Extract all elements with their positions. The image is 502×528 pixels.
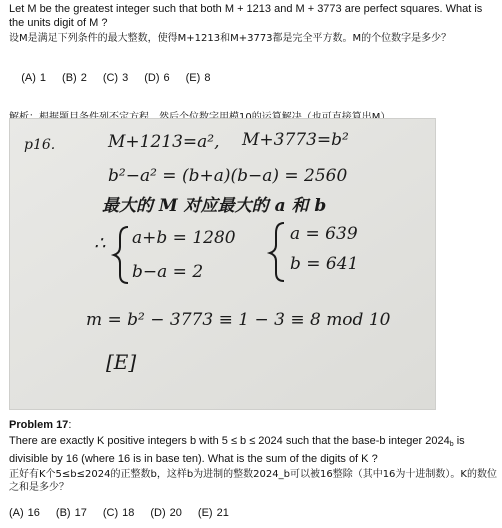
choice-d: [150, 506, 182, 520]
choice-value: 16: [27, 507, 40, 519]
choice-c: [103, 71, 128, 85]
problem17-title-colon: :: [68, 419, 72, 431]
problem17-question-en-sub: b: [449, 441, 454, 448]
choice-b: [56, 506, 87, 520]
choice-c: [103, 506, 135, 520]
choice-b: [62, 71, 87, 85]
choice-value: 21: [216, 507, 229, 519]
choice-letter: (A): [21, 72, 36, 84]
choice-letter: (A): [9, 507, 24, 519]
hw-line5: m = b² − 3773 ≡ 1 − 3 ≡ 8 mod 10: [86, 310, 391, 330]
choice-value: 3: [122, 72, 129, 84]
choice-letter: (E): [185, 72, 201, 84]
choice-letter: (E): [197, 507, 213, 519]
handwritten-solution-photo: [9, 118, 436, 410]
problem17-choices: [9, 506, 497, 520]
choice-value: 6: [163, 72, 170, 84]
choice-a: [9, 506, 40, 520]
choice-letter: (D): [144, 72, 160, 84]
choice-value: 1: [39, 72, 47, 84]
problem17-block: [9, 418, 497, 520]
choice-letter: (B): [62, 72, 77, 84]
hw-sys1-bottom: b−a = 2: [132, 262, 204, 282]
paper-background: [10, 119, 435, 409]
problem17-question-en-part1: There are exactly K positive integers b with 5 ≤ b ≤ 2024 such that the base-b integer 2024: [9, 435, 450, 447]
hw-sys2-top: a = 639: [290, 224, 358, 244]
problem17-title: Problem 17: [9, 419, 69, 431]
choice-e: [186, 71, 211, 85]
problem17-question-en: [9, 434, 497, 466]
hw-label: p16.: [24, 137, 56, 153]
hw-line2: b²−a² = (b+a)(b−a) = 2560: [108, 166, 348, 186]
choice-value: 20: [169, 507, 182, 519]
choice-a: [21, 71, 46, 85]
handwritten-solution-drawing: [10, 119, 435, 409]
problem16-question-en: Let M be the greatest integer such that both M + 1213 and M + 3773 are perfect squares. What is the units digit of M ?: [9, 3, 483, 29]
problem17-heading: [9, 418, 497, 432]
hw-answer: [E]: [106, 350, 137, 374]
choice-e: [198, 506, 229, 520]
choice-letter: (C): [102, 72, 119, 84]
hw-therefore: ∴: [94, 233, 106, 254]
choice-value: 8: [204, 72, 211, 84]
choice-d: [144, 71, 169, 85]
problem17-question-en-part2: is divisible by 16 (where 16 is in base ten). What is the sum of the digits of K ?: [9, 435, 465, 465]
choice-value: 17: [74, 507, 87, 519]
choice-value: 2: [80, 72, 87, 84]
problem16-choices: [9, 57, 497, 99]
hw-sys2-bottom: b = 641: [290, 254, 359, 274]
problem17-question-zh: 正好有K个5≤b≤2024的正整数b，这样b为进制的整数2024_b可以被16整除（其中16为十进制数）。K的数位之和是多少？: [9, 469, 497, 493]
hw-line3: 最大的 M 对应最大的 a 和 b: [102, 196, 327, 216]
choice-letter: (B): [55, 507, 71, 519]
choice-letter: (C): [102, 507, 119, 519]
problem16-question-zh: 设M是满足下列条件的最大整数，使得M+1213和M+3773都是完全平方数。M的个位数字是多少？: [9, 33, 452, 44]
hw-line1a: M+1213=a²,: [108, 132, 220, 152]
choice-letter: (D): [150, 507, 166, 519]
hw-line1b: M+3773=b²: [242, 130, 349, 150]
hw-sys1-top: a+b = 1280: [132, 228, 236, 248]
document-page: [9, 0, 497, 519]
choice-value: 18: [122, 507, 135, 519]
